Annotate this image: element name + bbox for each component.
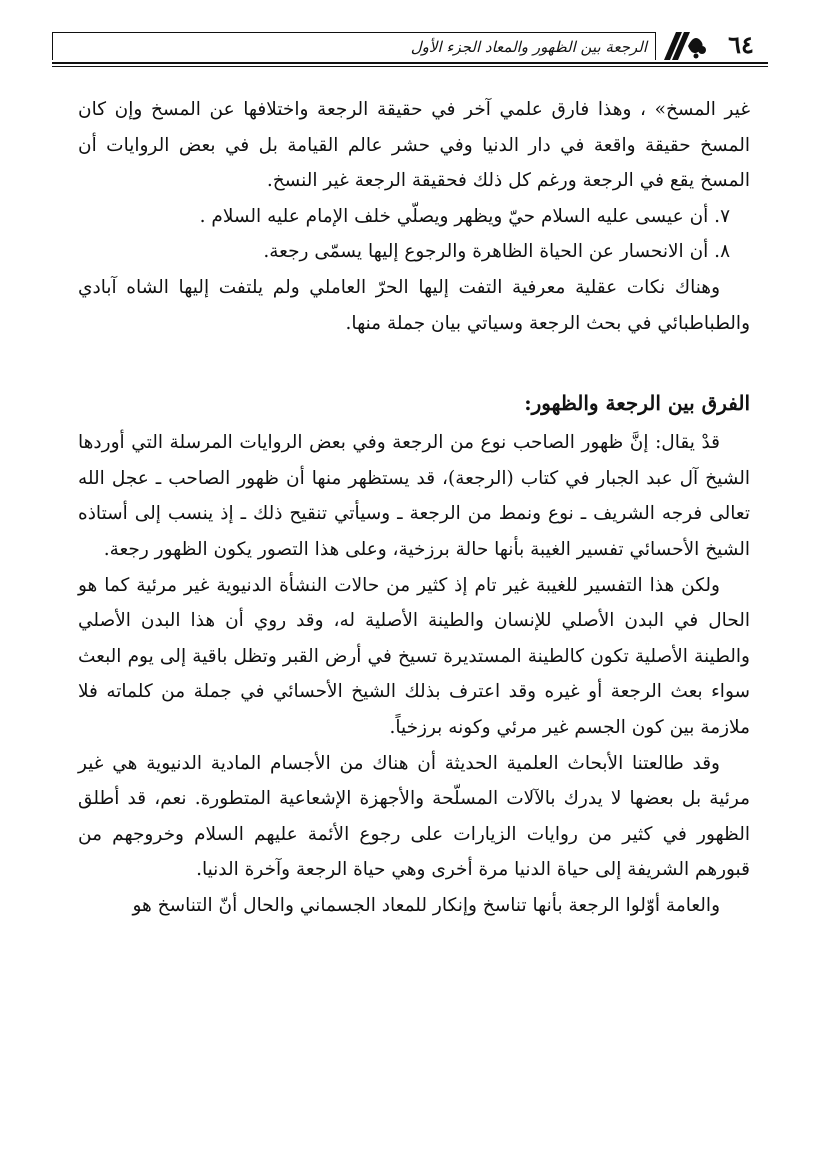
paragraph: غير المسخ» ، وهذا فارق علمي آخر في حقيقة الرجعة واختلافها عن المسخ وإن كان المسخ حقيقة واقعة في دار الدنيا وفي حشر عالم القيامة بل في بعض الروايات أن المسخ يقع في الرجعة ورغم كل ذلك فحقيقة الرجعة غير النسخ. bbox=[78, 99, 750, 192]
list-item: ٧. أن عيسى عليه السلام حيّ ويظهر ويصلّي خلف الإمام عليه السلام . bbox=[199, 205, 730, 227]
section-heading: الفرق بين الرجعة والظهور: bbox=[524, 391, 750, 416]
paragraph: وهناك نكات عقلية معرفية التفت إليها الحرّ العاملي ولم يلتفت إليها الشاه آبادي والطباطبائي في بحث الرجعة وسياتي بيان جملة منها. bbox=[78, 276, 750, 334]
ornament-icon bbox=[662, 30, 710, 62]
header-rule bbox=[52, 62, 768, 64]
book-title: الرجعة بين الظهور والمعاد الجزء الأول bbox=[52, 32, 656, 60]
paragraph: وقد طالعتنا الأبحاث العلمية الحديثة أن هناك من الأجسام المادية الدنيوية هي غير مرئية بل بعضها لا يدرك بالآلات المسلّحة والأجهزة الإشعاعية المتطورة. نعم، قد أطلق الظهور في كثير من روايات الزيارات على رجوع الأئمة عليهم السلام وخروجهم من قبورهم الشريفة إلى حياة الدنيا مرة أخرى وهي حياة الرجعة وآخرة الدنيا. bbox=[78, 752, 750, 881]
page-header bbox=[52, 28, 768, 68]
body-text bbox=[78, 92, 750, 923]
paragraph: ولكن هذا التفسير للغيبة غير تام إذ كثير من حالات النشأة الدنيوية غير مرئية كما هو الحال في البدن الأصلي للإنسان والطينة الأصلية له، وقد روي أن هذا البدن الأصلي والطينة الأصلية تكون كالطينة المستديرة تسيخ في أرض القبر وتظل باقية إلى يوم البعث سواء بعث الرجعة أو غيره وقد اعترف بذلك الشيخ الأحسائي في جملة من كلماته فلا ملازمة بين كون الجسم غير مرئي وكونه برزخياً. bbox=[78, 574, 750, 738]
header-rule-thin bbox=[52, 66, 768, 67]
page-number: ٦٤ bbox=[728, 30, 754, 59]
paragraph: والعامة أوّلوا الرجعة بأنها تناسخ وإنكار للمعاد الجسماني والحال أنّ التناسخ هو bbox=[132, 894, 720, 916]
paragraph: قدْ يقال: إنَّ ظهور الصاحب نوع من الرجعة وفي بعض الروايات المرسلة التي أوردها الشيخ آل عبد الجبار في كتاب (الرجعة)، قد يستظهر منها أن ظهور الصاحب ـ عجل الله تعالى فرجه الشريف ـ نوع ونمط من الرجعة ـ وسيأتي تنقيح ذلك ـ إذ ينسب إلى أستاذه الشيخ الأحسائي تفسير الغيبة بأنها حالة برزخية، وعلى هذا التصور يكون الظهور رجعة. bbox=[78, 432, 750, 560]
list-item: ٨. أن الانحسار عن الحياة الظاهرة والرجوع إليها يسمّى رجعة. bbox=[263, 241, 730, 263]
